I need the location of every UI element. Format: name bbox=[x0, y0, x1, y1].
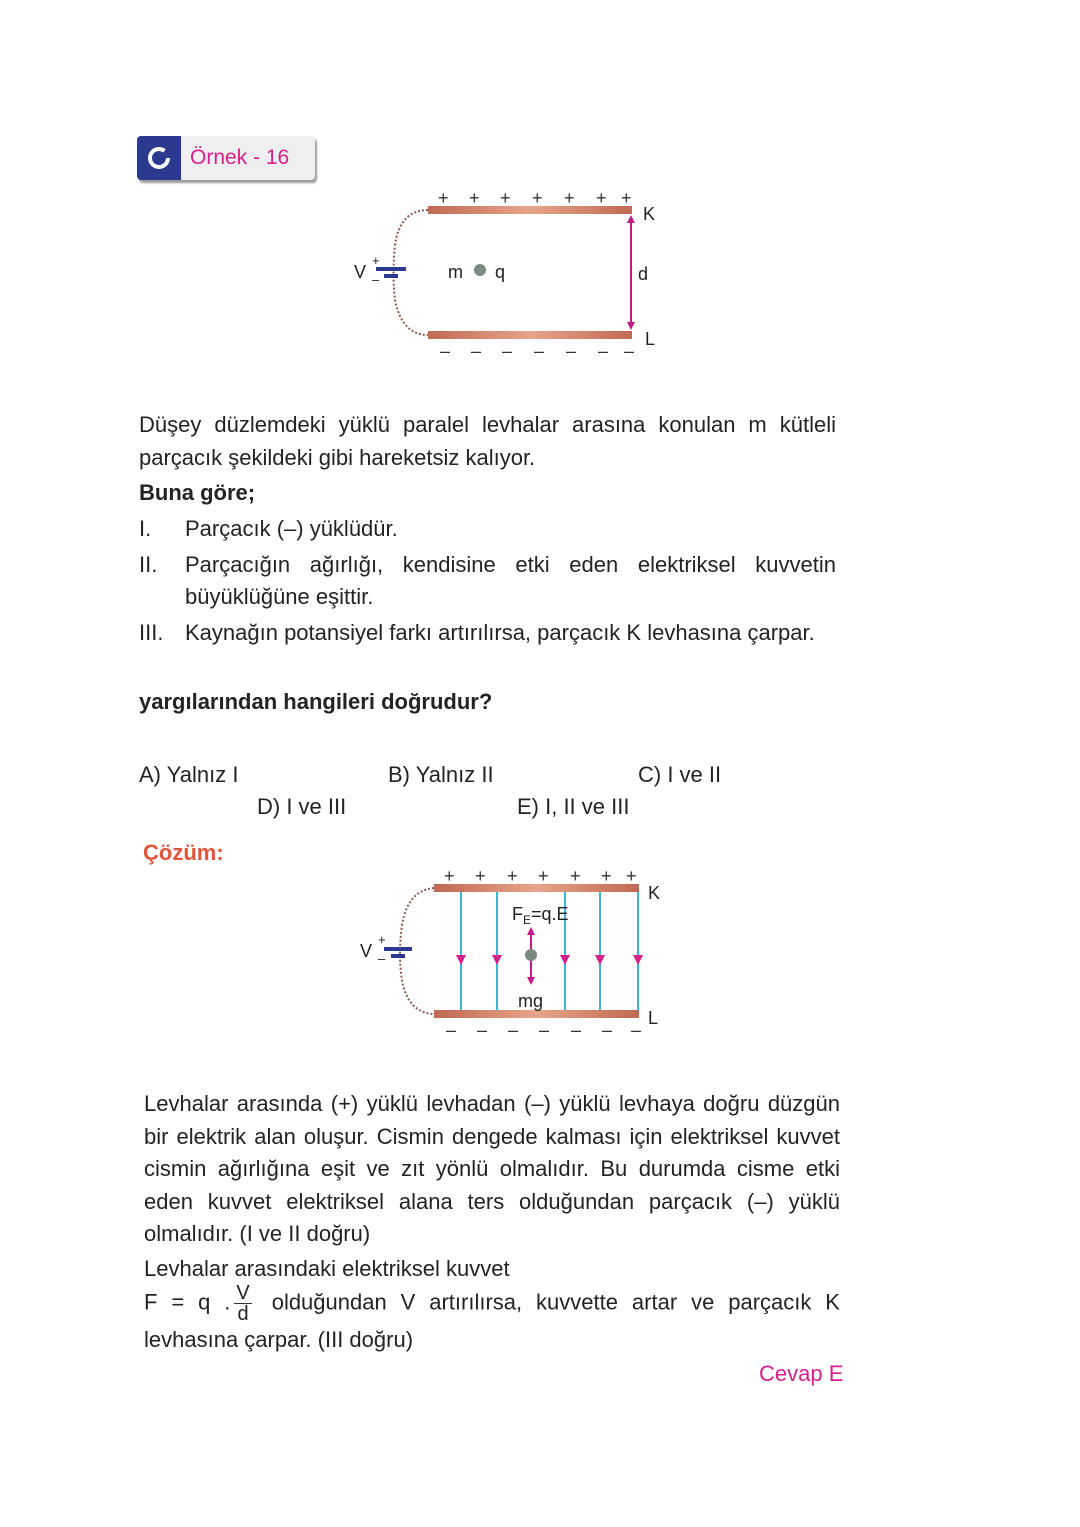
source-label: V bbox=[354, 262, 367, 282]
svg-text:–: – bbox=[502, 341, 513, 361]
statement-3: III. Kaynağın potansiyel farkı artırılırsa, parçacık K levhasına çarpar. bbox=[139, 619, 815, 645]
question-intro: Düşey düzlemdeki yüklü paralel levhalar arasına konulan m kütleli parçacık şekildeki gibi hareketsiz kalıyor. bbox=[139, 412, 836, 470]
svg-text:+: + bbox=[444, 866, 455, 886]
parallel-plates-figure bbox=[340, 185, 680, 365]
svg-text:–: – bbox=[631, 1020, 642, 1040]
svg-text:–: – bbox=[598, 341, 609, 361]
svg-text:–: – bbox=[446, 1020, 457, 1040]
bottom-plate bbox=[428, 331, 632, 339]
example-badge bbox=[137, 136, 315, 180]
solution-paragraph: Levhalar arasında (+) yüklü levhadan (–) yüklü levhaya doğru düzgün bir elektrik alan oluşur. Cismin dengede kalması için elektriksel kuvvet cismin ağırlığına eşit ve zıt yönlü olmalıdır. Bu durumda cisme etki eden kuvvet elektriksel alana ters olduğundan parçacık (–) yüklü olmalıdır. (I ve II doğru) bbox=[144, 1091, 840, 1246]
svg-text:+: + bbox=[469, 188, 480, 208]
svg-text:+: + bbox=[378, 932, 386, 947]
svg-text:d: d bbox=[638, 264, 649, 284]
svg-text:K: K bbox=[648, 883, 661, 903]
svg-text:–: – bbox=[571, 1020, 582, 1040]
svg-text:–: – bbox=[477, 1020, 488, 1040]
svg-text:–: – bbox=[372, 272, 380, 287]
svg-text:–: – bbox=[378, 951, 386, 966]
svg-text:–: – bbox=[539, 1020, 550, 1040]
svg-text:V: V bbox=[360, 941, 373, 961]
refresh-circle-icon bbox=[137, 136, 181, 180]
svg-text:+: + bbox=[601, 866, 612, 886]
svg-text:L: L bbox=[648, 1008, 659, 1028]
solution-formula-paragraph bbox=[144, 1283, 840, 1357]
option-c[interactable]: C) I ve II bbox=[638, 762, 722, 787]
statement-1: I. Parçacık (–) yüklüdür. bbox=[139, 516, 398, 541]
solution-title: Çözüm: bbox=[143, 840, 224, 865]
fraction-v-over-d: $\frac{V}{d}$ bbox=[236, 1282, 250, 1325]
svg-text:mg: mg bbox=[518, 991, 544, 1011]
svg-text:+: + bbox=[438, 188, 449, 208]
svg-text:–: – bbox=[566, 341, 577, 361]
svg-text:FE=q.E: $F_E=q.E$ bbox=[512, 904, 569, 927]
svg-text:+: + bbox=[507, 866, 518, 886]
svg-text:+: + bbox=[538, 866, 549, 886]
formula-rest: olduğundan V artırılırsa, kuvvette artar ve parçacık K levhasına çarpar. (III doğru) bbox=[144, 1289, 840, 1352]
field-lines-figure bbox=[340, 865, 680, 1045]
svg-text:+: + bbox=[564, 188, 575, 208]
solution-line2: Levhalar arasındaki elektriksel kuvvet bbox=[144, 1256, 510, 1281]
svg-text:–: – bbox=[602, 1020, 613, 1040]
svg-text:+: + bbox=[532, 188, 543, 208]
svg-text:+: + bbox=[621, 188, 632, 208]
option-b[interactable]: B) Yalnız II bbox=[388, 762, 494, 787]
svg-text:+: + bbox=[475, 866, 486, 886]
question-lead: Buna göre; bbox=[139, 480, 256, 505]
svg-text:+: + bbox=[372, 253, 380, 268]
svg-text:+: + bbox=[570, 866, 581, 886]
statement-2: II. Parçacığın ağırlığı, kendisine etki eden elektriksel kuvvetin büyüklüğüne eşittir. bbox=[139, 551, 836, 609]
svg-text:–: – bbox=[508, 1020, 519, 1040]
svg-text:–: – bbox=[534, 341, 545, 361]
statement-list bbox=[139, 513, 836, 649]
svg-text:m: m bbox=[448, 262, 463, 282]
svg-text:L: L bbox=[645, 329, 656, 349]
answer-label: Cevap E bbox=[759, 1361, 844, 1386]
option-d[interactable]: D) I ve III bbox=[257, 794, 347, 819]
example-title: Örnek - 16 bbox=[190, 146, 290, 169]
svg-text:+: + bbox=[596, 188, 607, 208]
formula-prefix: F = q . bbox=[144, 1289, 231, 1315]
svg-text:–: – bbox=[471, 341, 482, 361]
svg-text:q: q bbox=[495, 262, 506, 282]
option-a[interactable]: A) Yalnız I bbox=[139, 762, 239, 787]
svg-text:K: K bbox=[643, 204, 656, 224]
option-e[interactable]: E) I, II ve III bbox=[517, 794, 630, 819]
svg-text:–: – bbox=[440, 341, 451, 361]
svg-text:+: + bbox=[626, 866, 637, 886]
svg-text:–: – bbox=[624, 341, 635, 361]
svg-text:+: + bbox=[500, 188, 511, 208]
question-prompt: yargılarından hangileri doğrudur? bbox=[139, 689, 493, 714]
